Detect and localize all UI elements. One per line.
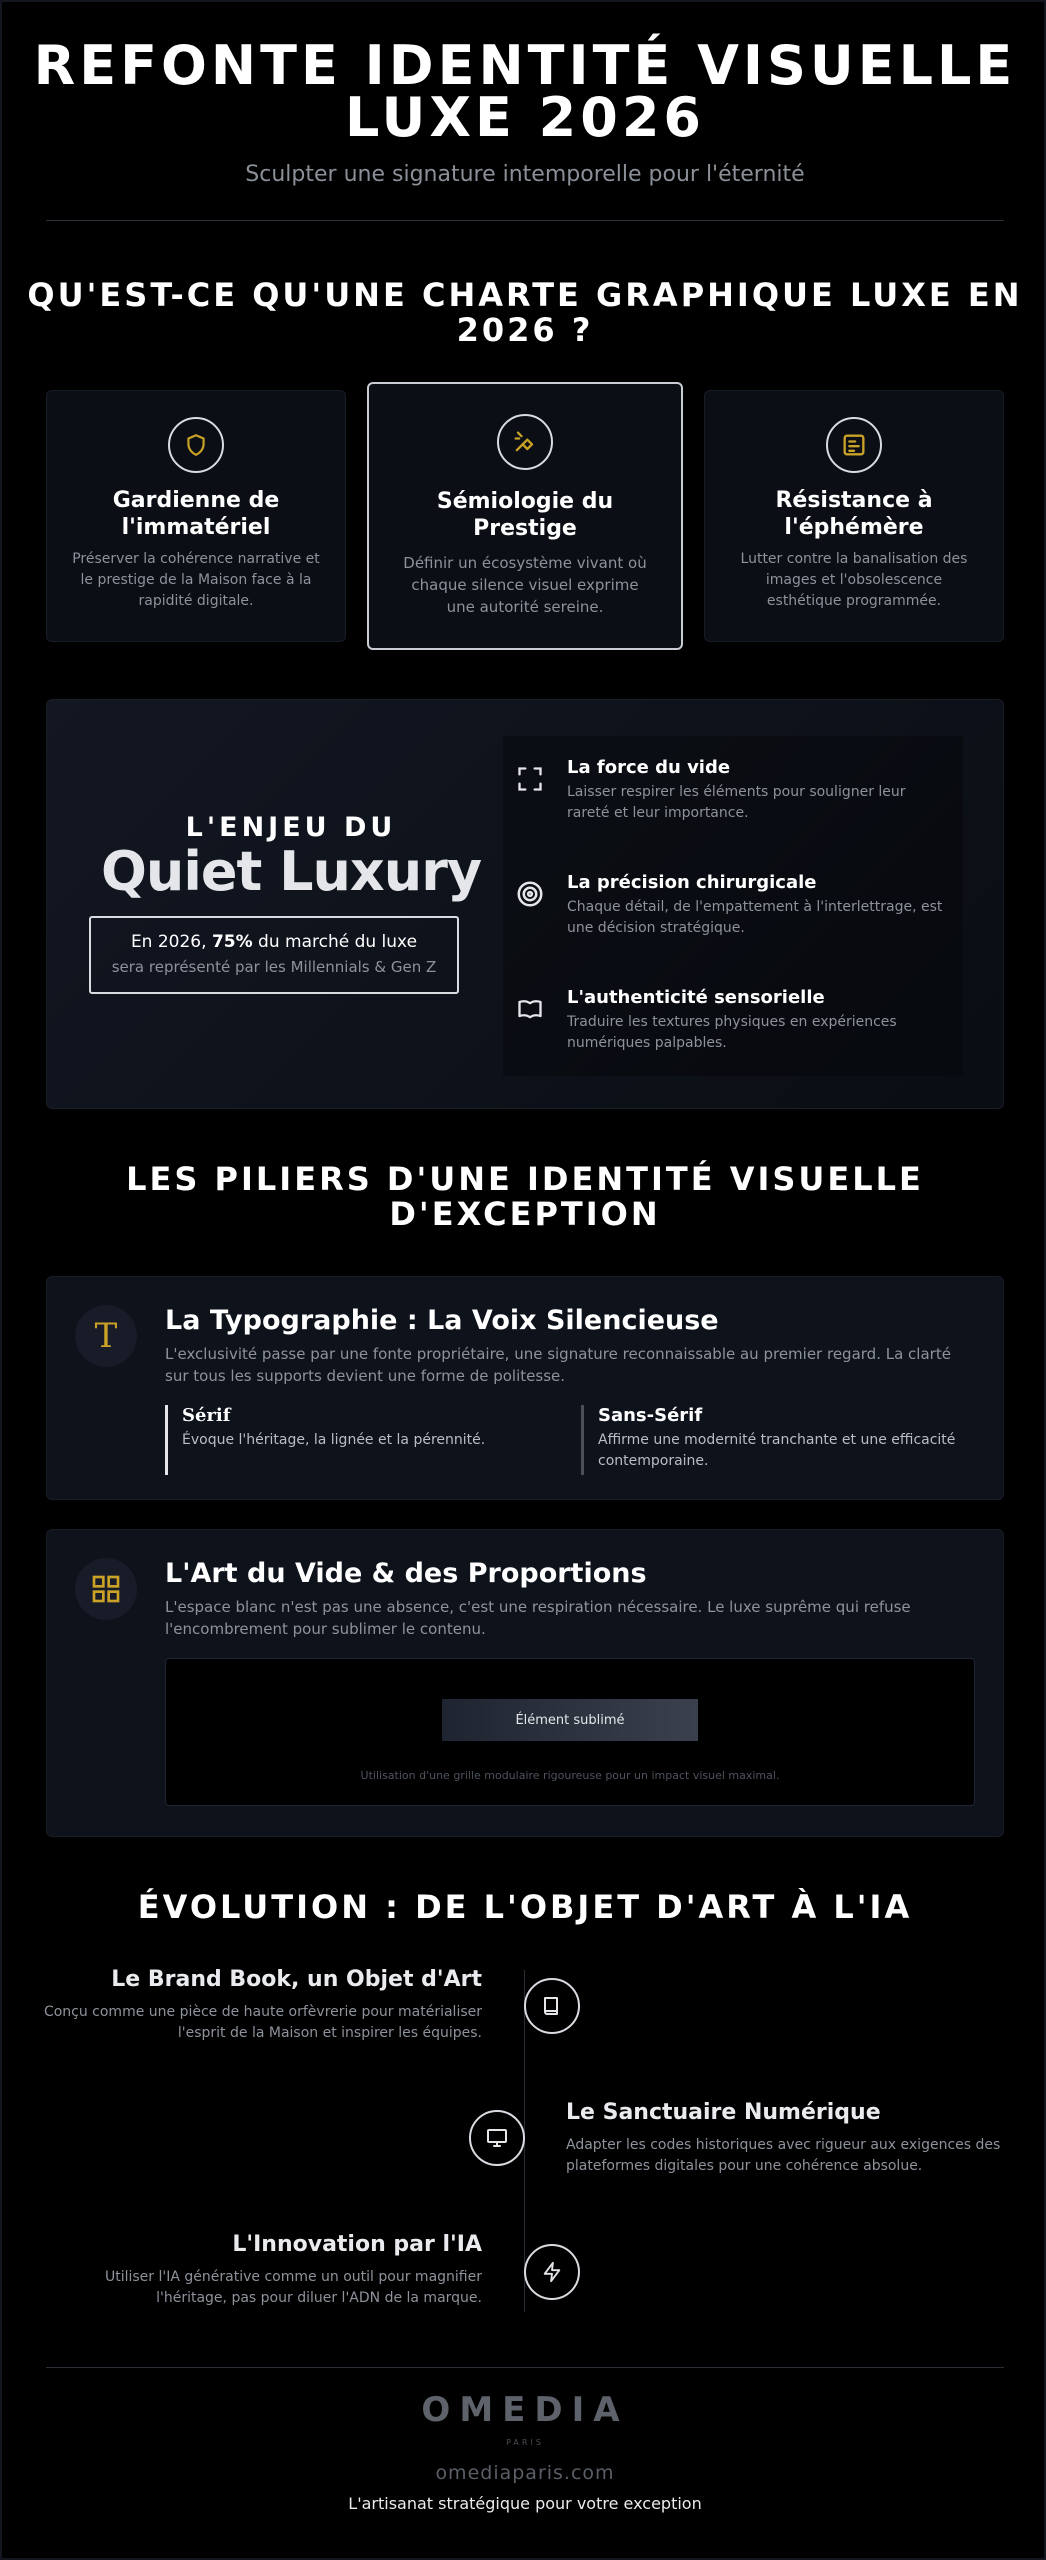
list-item: [503, 754, 963, 854]
book-open-icon: [515, 994, 545, 1024]
hero-title-line: REFONTE IDENTITÉ VISUELLE: [33, 34, 1017, 97]
card-immaterial: [46, 390, 346, 642]
pillar-space: [46, 1529, 1004, 1837]
timeline-text: Utiliser l'IA générative comme un outil pour magnifier l'héritage, pas pour diluer l'ADN de la marque.: [104, 2269, 482, 2306]
section-title-what: [2, 278, 1046, 348]
section-title-line: LES PILIERS D'UNE IDENTITÉ VISUELLE: [126, 1160, 924, 1198]
target-icon: [515, 879, 545, 909]
list-item: [503, 984, 963, 1084]
stat-value: 75%: [211, 932, 253, 952]
quiet-luxury-title: Quiet Luxury: [100, 840, 482, 903]
divider: [46, 220, 1004, 221]
hero-title: [2, 34, 1046, 149]
card-title-line: Sémiologie du: [436, 489, 614, 514]
section-title-line: QU'EST-CE QU'UNE CHARTE GRAPHIQUE LUXE EN: [27, 276, 1023, 314]
list-item-title: La force du vide: [567, 757, 731, 778]
quiet-luxury-list: [503, 736, 963, 1076]
card-title: [57, 487, 335, 541]
card-ephemeral: [704, 390, 1004, 642]
list-item-text: Laisser respirer les éléments pour souligner leur rareté et leur importance.: [567, 784, 906, 821]
timeline-text: Adapter les codes historiques avec rigueur aux exigences des plateformes digitales pour une cohérence absolue.: [566, 2137, 1001, 2174]
card-title-line: l'immatériel: [121, 515, 271, 540]
grid-demo: [165, 1658, 975, 1806]
stat-line: [91, 932, 457, 952]
card-title-line: Résistance à: [775, 488, 933, 513]
stat-detail: sera représenté par les Millennials & Gen Z: [111, 958, 437, 976]
list-item: [503, 869, 963, 969]
pillar-text: L'exclusivité passe par une fonte propriétaire, une signature reconnaissable au premier regard. La clarté sur tous les supports devient une forme de politesse.: [165, 1345, 951, 1385]
shield-icon: [168, 417, 224, 473]
stat-suffix: du marché du luxe: [252, 932, 418, 952]
monitor-icon: [469, 2110, 525, 2166]
timeline-title: L'Innovation par l'IA: [232, 2232, 482, 2257]
list-item-title: L'authenticité sensorielle: [567, 987, 825, 1008]
section-title-evolution: ÉVOLUTION : DE L'OBJET D'ART À L'IA: [137, 1888, 913, 1926]
quiet-luxury-kicker: L'ENJEU DU: [185, 812, 397, 843]
quiet-luxury-section: [46, 699, 1004, 1109]
card-prestige: [367, 382, 683, 650]
list-item-title: La précision chirurgicale: [567, 872, 817, 893]
focus-frame-icon: [515, 764, 545, 794]
swatch-icon: [826, 417, 882, 473]
lightning-icon: [524, 2244, 580, 2300]
pillar-title: La Typographie : La Voix Silencieuse: [165, 1305, 719, 1336]
card-text: Lutter contre la banalisation des images et l'obsolescence esthétique programmée.: [740, 551, 968, 609]
sans-text: Affirme une modernité tranchante et une efficacité contemporaine.: [598, 1432, 956, 1469]
section-title-line: 2026 ?: [456, 311, 594, 349]
card-title-line: l'éphémère: [784, 515, 924, 540]
sans-column: [581, 1405, 961, 1475]
section-title-pillars: [2, 1162, 1046, 1232]
hero-title-line: LUXE 2026: [345, 86, 705, 149]
list-item-text: Chaque détail, de l'empattement à l'interlettrage, est une décision stratégique.: [567, 899, 943, 936]
hero-subtitle: Sculpter une signature intemporelle pour l'éternité: [245, 162, 805, 187]
list-item-text: Traduire les textures physiques en expériences numériques palpables.: [567, 1014, 897, 1051]
serif-column: [165, 1405, 545, 1475]
card-title: [379, 488, 671, 542]
card-text: Préserver la cohérence narrative et le prestige de la Maison face à la rapidité digitale.: [72, 551, 320, 609]
footer-url[interactable]: omediaparis.com: [435, 2462, 615, 2484]
card-text: Définir un écosystème vivant où chaque silence visuel exprime une autorité sereine.: [403, 554, 647, 616]
timeline-text: Conçu comme une pièce de haute orfèvrerie pour matérialiser l'esprit de la Maison et inspirer les équipes.: [43, 2004, 482, 2041]
grid-icon: [75, 1558, 137, 1620]
timeline-title: Le Sanctuaire Numérique: [566, 2100, 881, 2125]
typography-icon: [75, 1305, 137, 1367]
footer-tagline: L'artisanat stratégique pour votre exception: [348, 2494, 702, 2513]
section-title-line: D'EXCEPTION: [389, 1195, 661, 1233]
book-icon: [524, 1978, 580, 2034]
quiet-luxury-stat: [89, 916, 459, 994]
serif-title: Sérif: [182, 1405, 231, 1426]
pillar-title: L'Art du Vide & des Proportions: [165, 1558, 647, 1589]
stat-prefix: En 2026,: [130, 932, 212, 952]
omedia-logo-sub: PARIS: [506, 2438, 544, 2447]
omedia-logo: OMEDIA: [421, 2390, 629, 2430]
sublime-element: Élément sublimé: [442, 1699, 698, 1741]
grid-note: Utilisation d'une grille modulaire rigoureuse pour un impact visuel maximal.: [360, 1769, 780, 1782]
pillar-typography: [46, 1276, 1004, 1500]
serif-text: Évoque l'héritage, la lignée et la pérennité.: [182, 1432, 486, 1448]
card-title: [715, 487, 993, 541]
card-title-line: Prestige: [473, 516, 577, 541]
card-title-line: Gardienne de: [112, 488, 280, 513]
sans-title: Sans-Sérif: [598, 1405, 703, 1426]
divider: [46, 2367, 1004, 2368]
typography-glyph: T: [94, 1316, 118, 1356]
timeline-title: Le Brand Book, un Objet d'Art: [111, 1967, 482, 1992]
pillar-text: L'espace blanc n'est pas une absence, c'est une respiration nécessaire. Le luxe suprême qui refuse l'encombrement pour sublimer le contenu.: [165, 1598, 911, 1638]
brush-icon: [497, 414, 553, 470]
